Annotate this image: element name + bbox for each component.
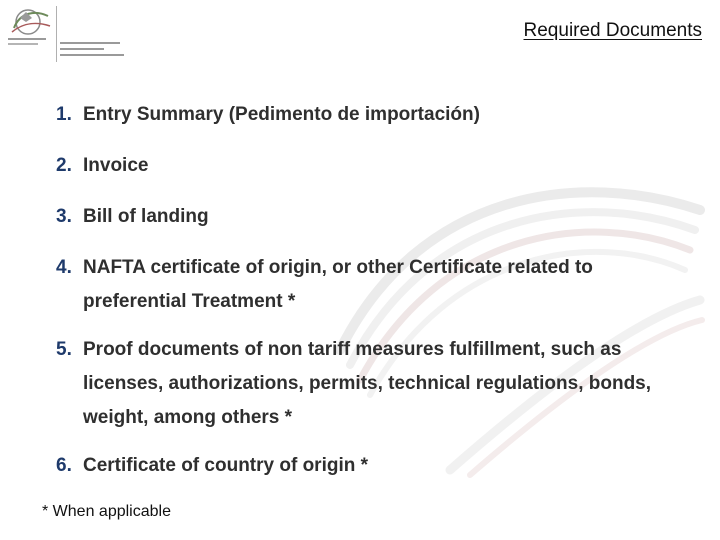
list-item-text: Proof documents of non tariff measures fulfillment, such as licenses, authorizations, permits, technical regulations, bonds, weight, among others * [83,339,652,428]
footnote: * When applicable [42,503,171,520]
list-item [56,98,696,132]
list-item [56,333,696,435]
list-item-number: 6. [56,455,72,476]
list-item [56,251,696,319]
required-documents-list [56,98,696,500]
list-item-number: 1. [56,104,72,125]
list-item [56,149,696,183]
government-emblem-logo [4,2,56,48]
list-item [56,449,696,483]
list-item-text: Bill of landing [83,206,209,227]
list-item [56,200,696,234]
list-item-text: Certificate of country of origin * [83,455,369,476]
logo-divider [56,6,57,62]
list-item-text: Invoice [83,155,149,176]
list-item-number: 4. [56,257,72,278]
agency-logo [4,2,126,68]
list-item-number: 3. [56,206,72,227]
list-item-text: Entry Summary (Pedimento de importación) [83,104,480,125]
list-item-number: 2. [56,155,72,176]
list-item-number: 5. [56,339,72,360]
page-title: Required Documents [523,20,702,41]
logo-text-lines [60,42,126,66]
list-item-text: NAFTA certificate of origin, or other Certificate related to preferential Treatment * [83,257,593,312]
